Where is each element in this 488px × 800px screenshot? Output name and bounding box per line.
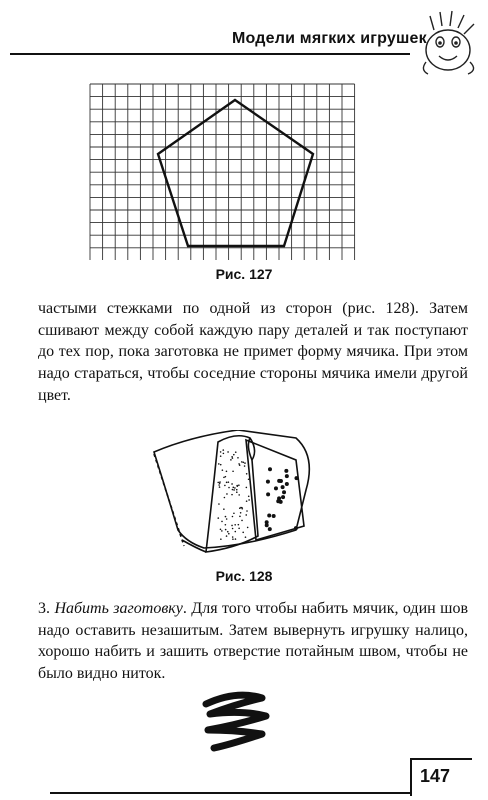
figure-127-pentagon-grid (88, 82, 358, 260)
step-text: . Для того чтобы набить мячик, один шов надо оставить незашитым. Затем вывернуть игрушку налицо, хорошо набить и зашить отверстие потайным швом, чтобы не было видно ниток. (38, 600, 469, 683)
figure-127-caption: Рис. 127 (215, 266, 273, 282)
page-number: 147 (420, 766, 451, 786)
decorative-swirl-ornament (196, 690, 276, 752)
body-paragraph: частыми стежками по одной из сторон (рис. 128). Затем сшивают между собой каждую пару деталей и так поступают до тех пор, пока заготовка не примет форму мячика. При этом надо стараться, чтобы соседние стороны мячика имели другой цвет. (38, 300, 468, 404)
running-header-title: Модели мягких игрушек (232, 30, 427, 47)
footer-rule (50, 792, 410, 794)
toy-mascot-illustration (412, 6, 484, 78)
body-paragraph-step-3 (38, 598, 468, 685)
step-number: 3. (38, 600, 55, 617)
figure-128-caption: Рис. 128 (215, 568, 273, 584)
figure-128-sewing-illustration (146, 430, 346, 564)
step-heading-italic: Набить заготовку (54, 600, 183, 617)
header-rule (10, 53, 410, 55)
